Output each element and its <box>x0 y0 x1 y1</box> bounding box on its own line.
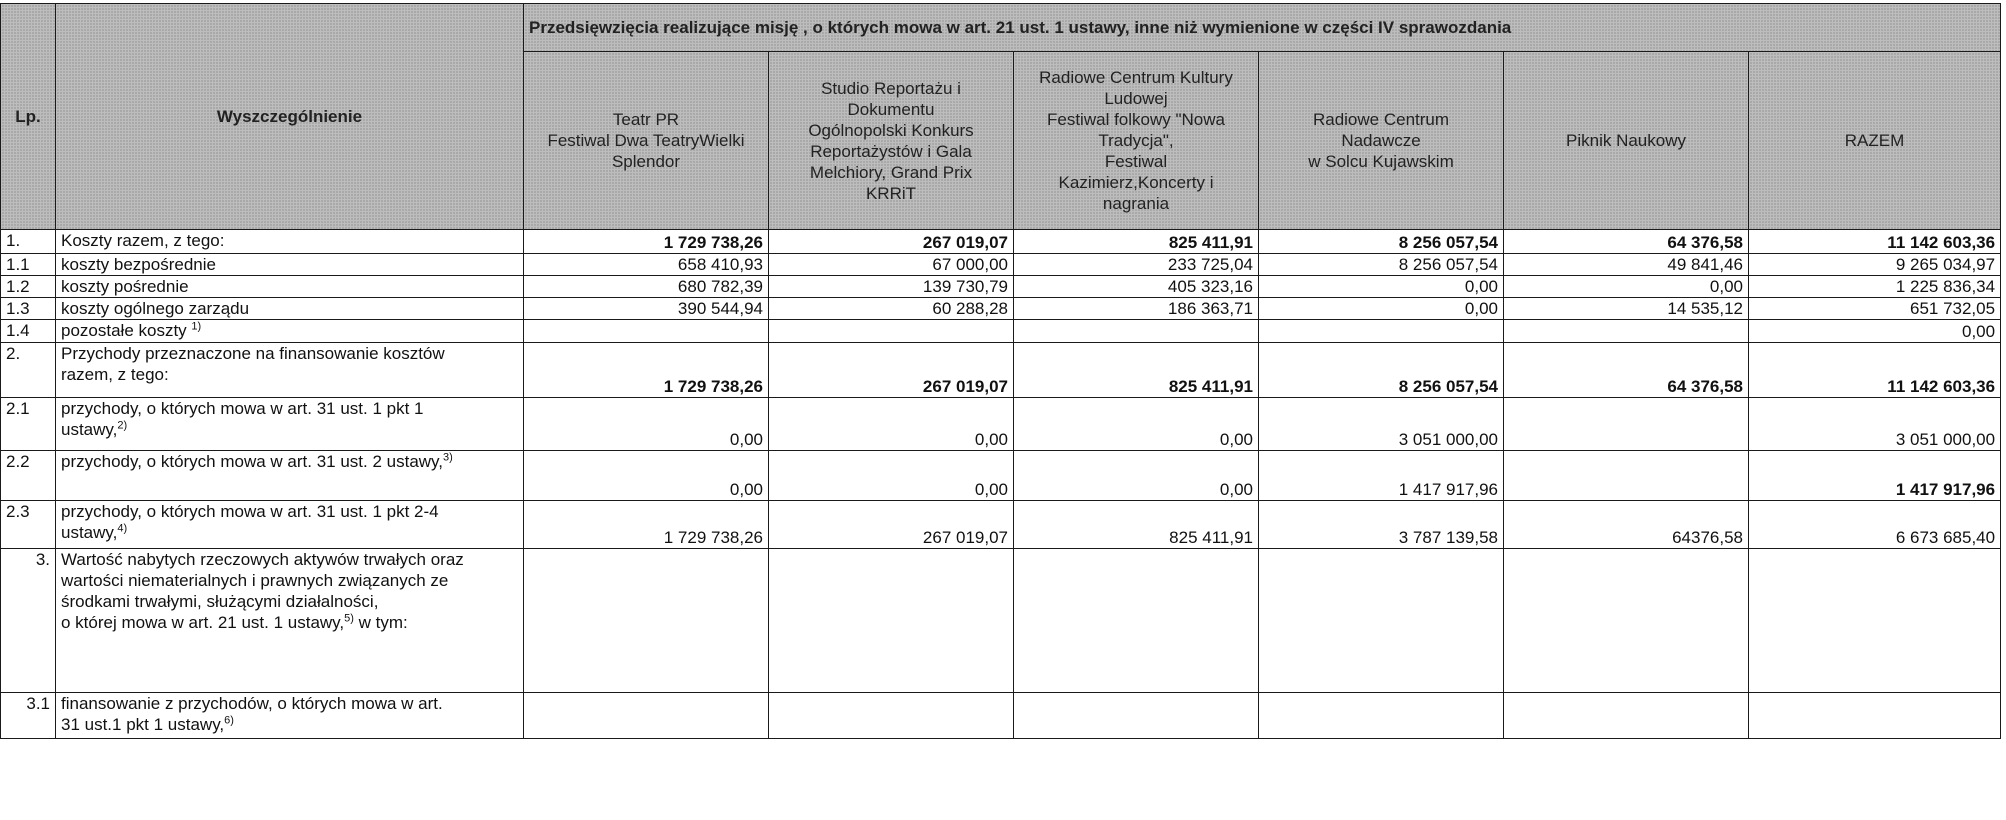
row-description <box>56 254 524 276</box>
description-line: Wartość nabytych rzeczowych aktywów trwałych oraz <box>61 550 464 569</box>
value-cell: 267 019,07 <box>769 230 1014 254</box>
value-cell <box>524 693 769 739</box>
value-cell <box>524 549 769 693</box>
column-header-line: Tradycja", <box>1098 131 1174 150</box>
value-cell: 651 732,05 <box>1749 298 2001 320</box>
value-cell <box>1259 320 1504 343</box>
table-row <box>1 549 2001 693</box>
value-cell: 0,00 <box>1749 320 2001 343</box>
row-description <box>56 230 524 254</box>
description-line: wartości niematerialnych i prawnych związanych ze <box>61 571 449 590</box>
value-cell: 186 363,71 <box>1014 298 1259 320</box>
value-cell: 60 288,28 <box>769 298 1014 320</box>
row-number: 1.2 <box>1 276 56 298</box>
value-cell: 11 142 603,36 <box>1749 343 2001 398</box>
column-header-line: Melchiory, Grand Prix <box>809 162 973 182</box>
footnote-ref: 2) <box>117 419 128 432</box>
column-header-4 <box>1259 52 1504 230</box>
column-header-line: Piknik Naukowy <box>1566 131 1686 150</box>
value-cell: 64 376,58 <box>1504 343 1749 398</box>
value-cell: 0,00 <box>1014 451 1259 501</box>
value-cell: 139 730,79 <box>769 276 1014 298</box>
column-header-line: Ogólnopolski Konkurs <box>808 120 974 140</box>
header-description: Wyszczególnienie <box>56 4 524 230</box>
value-cell: 825 411,91 <box>1014 501 1259 549</box>
value-cell: 233 725,04 <box>1014 254 1259 276</box>
row-number: 2.3 <box>1 501 56 549</box>
column-header-line: Reportażystów i Gala <box>810 141 972 161</box>
value-cell: 825 411,91 <box>1014 343 1259 398</box>
description-line: przychody, o których mowa w art. 31 ust. 1 pkt 2-4 <box>61 502 439 521</box>
column-header-1 <box>524 52 769 230</box>
value-cell: 67 000,00 <box>769 254 1014 276</box>
column-header-3 <box>1014 52 1259 230</box>
column-header-5 <box>1504 52 1749 230</box>
value-cell: 390 544,94 <box>524 298 769 320</box>
footnote-ref: 3) <box>443 451 453 464</box>
value-cell: 1 417 917,96 <box>1749 451 2001 501</box>
description-line: razem, z tego: <box>61 365 169 384</box>
row-description <box>56 398 524 451</box>
table-row <box>1 451 2001 501</box>
value-cell <box>1749 549 2001 693</box>
column-header-line: RAZEM <box>1844 131 1905 150</box>
value-cell <box>1504 693 1749 739</box>
value-cell: 825 411,91 <box>1014 230 1259 254</box>
description-line: koszty bezpośrednie <box>61 255 216 274</box>
value-cell <box>1014 549 1259 693</box>
column-header-line: KRRiT <box>865 183 917 203</box>
description-suffix: w tym: <box>353 613 408 632</box>
column-header-line: Radiowe Centrum <box>1312 110 1450 129</box>
value-cell: 0,00 <box>1259 276 1504 298</box>
financial-report-table <box>0 3 2001 739</box>
row-number: 2.2 <box>1 451 56 501</box>
description-line: koszty pośrednie <box>61 277 189 296</box>
value-cell <box>1259 549 1504 693</box>
value-cell: 1 729 738,26 <box>524 230 769 254</box>
value-cell: 0,00 <box>524 451 769 501</box>
row-number: 1.4 <box>1 320 56 343</box>
table-row <box>1 320 2001 343</box>
table-row <box>1 276 2001 298</box>
value-cell <box>1504 320 1749 343</box>
column-header-line: Radiowe Centrum Kultury <box>1039 68 1233 87</box>
value-cell: 11 142 603,36 <box>1749 230 2001 254</box>
value-cell <box>769 693 1014 739</box>
column-header-line: Festiwal <box>1104 152 1168 171</box>
value-cell: 3 051 000,00 <box>1259 398 1504 451</box>
table-row <box>1 254 2001 276</box>
value-cell: 8 256 057,54 <box>1259 343 1504 398</box>
value-cell <box>1504 451 1749 501</box>
description-line: przychody, o których mowa w art. 31 ust. 2 ustawy, <box>61 452 444 471</box>
table-row <box>1 398 2001 451</box>
value-cell: 0,00 <box>1504 276 1749 298</box>
value-cell: 1 729 738,26 <box>524 343 769 398</box>
footnote-ref: 4) <box>117 522 128 535</box>
description-line: o której mowa w art. 21 ust. 1 ustawy, <box>61 613 345 632</box>
column-header-line: Festiwal folkowy "Nowa <box>1047 110 1225 129</box>
value-cell: 1 729 738,26 <box>524 501 769 549</box>
table-row <box>1 501 2001 549</box>
header-group-title: Przedsięwzięcia realizujące misję , o których mowa w art. 21 ust. 1 ustawy, inne niż wymienione w części IV sprawozdania <box>524 4 2001 52</box>
description-line: przychody, o których mowa w art. 31 ust. 1 pkt 1 <box>61 399 424 418</box>
row-number: 1. <box>1 230 56 254</box>
row-number: 1.1 <box>1 254 56 276</box>
value-cell: 64 376,58 <box>1504 230 1749 254</box>
column-header-line: Festiwal Dwa TeatryWielki <box>547 131 745 150</box>
value-cell <box>1014 693 1259 739</box>
description-line: ustawy, <box>61 420 118 439</box>
description-line: 31 ust.1 pkt 1 ustawy, <box>61 715 225 734</box>
footnote-ref: 6) <box>224 714 234 727</box>
column-header-line: Ludowej <box>1104 89 1168 108</box>
value-cell: 8 256 057,54 <box>1259 254 1504 276</box>
row-description <box>56 549 524 693</box>
value-cell: 267 019,07 <box>769 501 1014 549</box>
value-cell <box>1749 693 2001 739</box>
column-header-6 <box>1749 52 2001 230</box>
value-cell: 267 019,07 <box>769 343 1014 398</box>
value-cell: 8 256 057,54 <box>1259 230 1504 254</box>
value-cell <box>769 549 1014 693</box>
table-row <box>1 343 2001 398</box>
column-header-line: Kazimierz,Koncerty i <box>1058 173 1214 192</box>
value-cell <box>1504 398 1749 451</box>
value-cell <box>524 320 769 343</box>
row-description <box>56 320 524 343</box>
value-cell: 0,00 <box>769 451 1014 501</box>
column-header-line: Studio Reportażu i <box>821 78 961 98</box>
row-description <box>56 276 524 298</box>
value-cell: 49 841,46 <box>1504 254 1749 276</box>
value-cell: 0,00 <box>1259 298 1504 320</box>
value-cell: 1 417 917,96 <box>1259 451 1504 501</box>
table-row <box>1 298 2001 320</box>
column-header-line: Dokumentu <box>847 99 935 119</box>
description-line: ustawy, <box>61 523 118 542</box>
value-cell: 3 051 000,00 <box>1749 398 2001 451</box>
row-number: 3. <box>1 549 56 693</box>
value-cell: 14 535,12 <box>1504 298 1749 320</box>
row-description <box>56 693 524 739</box>
value-cell: 64376,58 <box>1504 501 1749 549</box>
row-description <box>56 451 524 501</box>
header-lp: Lp. <box>1 4 56 230</box>
value-cell: 9 265 034,97 <box>1749 254 2001 276</box>
row-description <box>56 298 524 320</box>
description-line: finansowanie z przychodów, o których mowa w art. <box>61 694 443 713</box>
value-cell: 658 410,93 <box>524 254 769 276</box>
column-header-line: Nadawcze <box>1341 131 1421 150</box>
value-cell: 0,00 <box>524 398 769 451</box>
value-cell <box>1014 320 1259 343</box>
row-number: 2.1 <box>1 398 56 451</box>
value-cell <box>1504 549 1749 693</box>
value-cell: 6 673 685,40 <box>1749 501 2001 549</box>
description-line: Przychody przeznaczone na finansowanie kosztów <box>61 344 445 363</box>
column-header-line: w Solcu Kujawskim <box>1308 152 1454 171</box>
table-row <box>1 230 2001 254</box>
value-cell: 1 225 836,34 <box>1749 276 2001 298</box>
value-cell: 0,00 <box>769 398 1014 451</box>
footnote-ref: 5) <box>344 612 354 625</box>
description-line: Koszty razem, z tego: <box>61 231 225 250</box>
column-header-line: Splendor <box>611 152 681 171</box>
description-line: środkami trwałymi, służącymi działalności, <box>61 592 379 611</box>
column-header-line: nagrania <box>1102 194 1170 213</box>
value-cell: 0,00 <box>1014 398 1259 451</box>
row-number: 1.3 <box>1 298 56 320</box>
column-header-2 <box>769 52 1014 230</box>
value-cell <box>769 320 1014 343</box>
row-number: 2. <box>1 343 56 398</box>
table-row <box>1 693 2001 739</box>
description-line: koszty ogólnego zarządu <box>61 299 250 318</box>
value-cell: 405 323,16 <box>1014 276 1259 298</box>
description-line: pozostałe koszty <box>61 321 192 340</box>
footnote-ref: 1) <box>191 320 202 333</box>
row-description <box>56 343 524 398</box>
column-header-line: Teatr PR <box>612 110 680 129</box>
row-number: 3.1 <box>1 693 56 739</box>
value-cell: 680 782,39 <box>524 276 769 298</box>
value-cell <box>1259 693 1504 739</box>
row-description <box>56 501 524 549</box>
value-cell: 3 787 139,58 <box>1259 501 1504 549</box>
